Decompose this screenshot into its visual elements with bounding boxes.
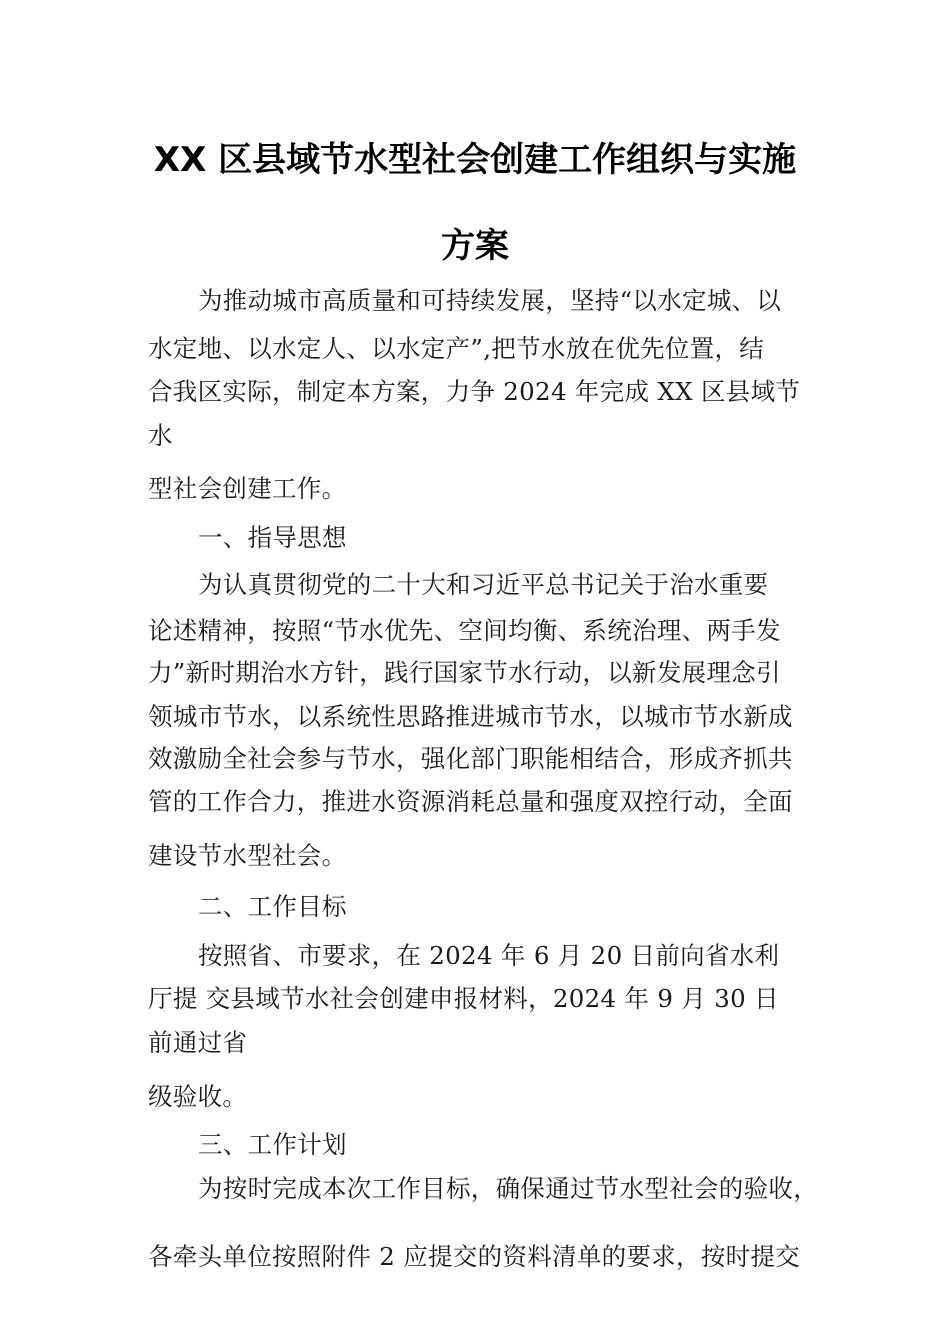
section-2-line-2: 厅提 交县域节水社会创建申报材料，2024 年 9 月 30 日 bbox=[148, 984, 779, 1013]
section-1-heading: 一、指导思想 bbox=[198, 523, 347, 552]
section-2-heading: 二、工作目标 bbox=[198, 892, 347, 921]
section-3-heading: 三、工作计划 bbox=[198, 1130, 347, 1159]
intro-line-1: 为推动城市高质量和可持续发展，坚持“以水定城、以 bbox=[198, 286, 782, 315]
intro-line-5: 型社会创建工作。 bbox=[148, 474, 347, 503]
document-title-line-2: 方案 bbox=[441, 226, 509, 266]
section-1-line-5: 效激励全社会参与节水，强化部门职能相结合，形成齐抓共 bbox=[148, 744, 793, 773]
section-2-line-4: 级验收。 bbox=[148, 1082, 248, 1111]
intro-line-3: 合我区实际，制定本方案，力争 2024 年完成 XX 区县域节 bbox=[148, 377, 801, 406]
section-1-line-7: 建设节水型社会。 bbox=[148, 841, 347, 870]
section-1-line-2: 论述精神，按照“节水优先、空间均衡、系统治理、两手发 bbox=[148, 616, 781, 645]
section-1-line-4: 领城市节水，以系统性思路推进城市节水，以城市节水新成 bbox=[148, 702, 793, 731]
section-3-line-2: 各牵头单位按照附件 2 应提交的资料清单的要求，按时提交 bbox=[148, 1242, 801, 1271]
intro-line-4: 水 bbox=[148, 421, 173, 450]
intro-line-2: 水定地、以水定人、以水定产”,把节水放在优先位置，结 bbox=[148, 334, 765, 363]
section-1-line-3: 力”新时期治水方针，践行国家节水行动，以新发展理念引 bbox=[148, 658, 781, 687]
section-2-line-1: 按照省、市要求，在 2024 年 6 月 20 日前向省水利 bbox=[198, 941, 780, 970]
section-1-line-6: 管的工作合力，推进水资源消耗总量和强度双控行动，全面 bbox=[148, 787, 793, 816]
section-3-line-1: 为按时完成本次工作目标，确保通过节水型社会的验收， bbox=[198, 1174, 818, 1203]
section-2-line-3: 前通过省 bbox=[148, 1028, 248, 1057]
document-title-line-1: XX 区县域节水型社会创建工作组织与实施 bbox=[153, 140, 797, 180]
section-1-line-1: 为认真贯彻党的二十大和习近平总书记关于治水重要 bbox=[198, 570, 769, 599]
